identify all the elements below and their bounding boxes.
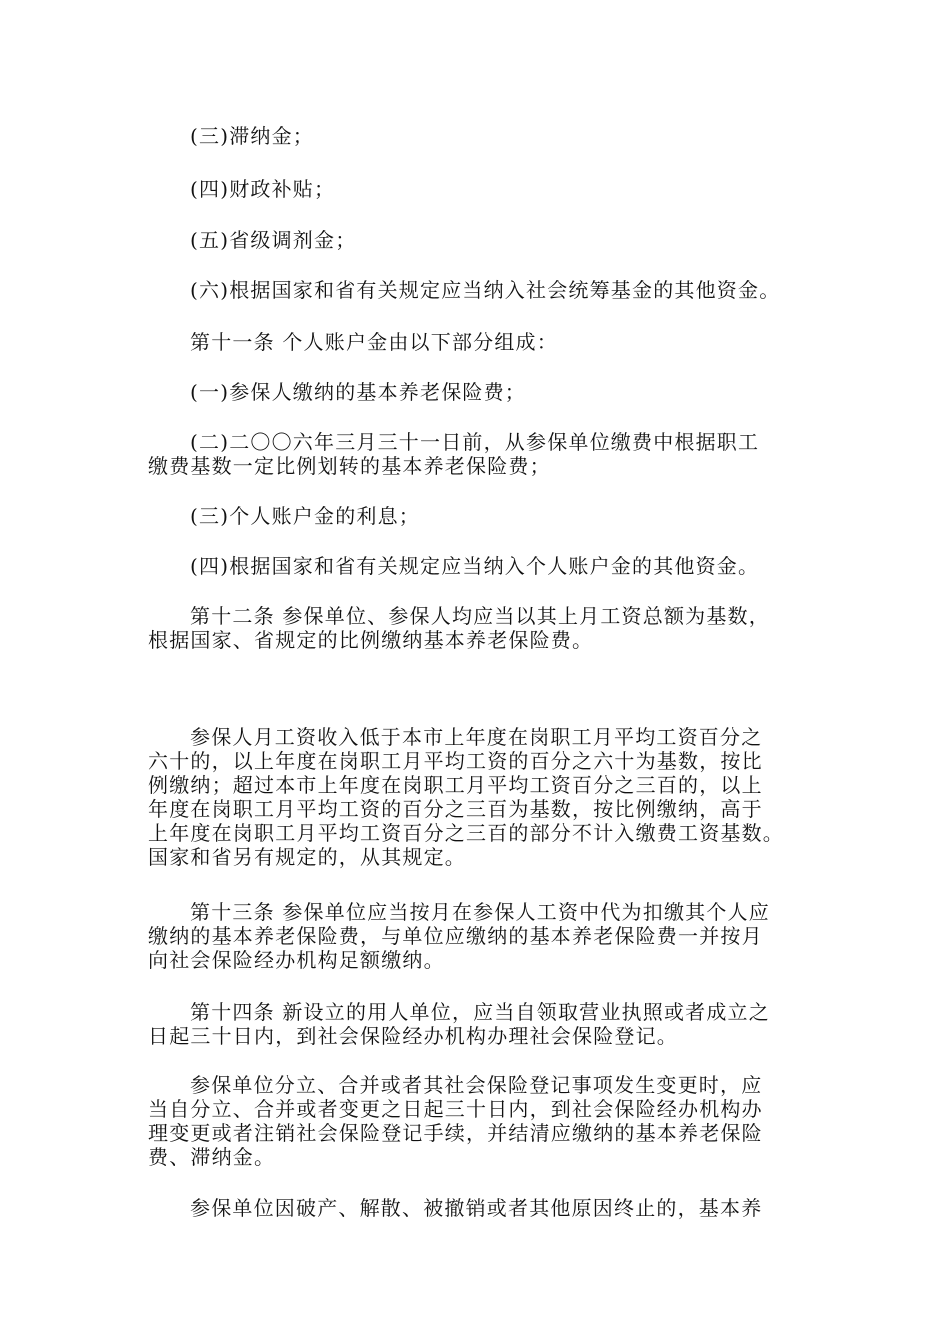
paragraph-5-provincial-fund — [148, 228, 828, 252]
article-11-item-1 — [148, 380, 828, 404]
article-11-heading — [148, 330, 828, 354]
text-line: 缴纳的基本养老保险费，与单位应缴纳的基本养老保险费一并按月 — [148, 924, 763, 948]
article-13 — [148, 900, 828, 972]
text-line: 年度在岗职工月平均工资的百分之三百为基数，按比例缴纳，高于 — [148, 797, 763, 821]
text-line: 第十三条 参保单位应当按月在参保人工资中代为扣缴其个人应 — [190, 900, 770, 924]
text-line: (六)根据国家和省有关规定应当纳入社会统筹基金的其他资金。 — [190, 278, 781, 302]
article-14-change-registration — [148, 1073, 828, 1169]
paragraph-3-late-fee — [148, 124, 828, 148]
text-line: (二)二〇〇六年三月三十一日前，从参保单位缴费中根据职工 — [190, 430, 760, 454]
text-line: 国家和省另有规定的，从其规定。 — [148, 845, 466, 869]
article-12-wage-base-paragraph — [148, 725, 828, 869]
text-line: 上年度在岗职工月平均工资百分之三百的部分不计入缴费工资基数。 — [148, 821, 784, 845]
text-line: (五)省级调剂金； — [190, 228, 357, 252]
text-line: 参保人月工资收入低于本市上年度在岗职工月平均工资百分之 — [190, 725, 763, 749]
text-line: 第十四条 新设立的用人单位，应当自领取营业执照或者成立之 — [190, 1000, 770, 1024]
text-line: (三)个人账户金的利息； — [190, 504, 421, 528]
article-14-termination — [148, 1196, 828, 1220]
text-line: 六十的，以上年度在岗职工月平均工资的百分之六十为基数，按比 — [148, 749, 763, 773]
text-line: (一)参保人缴纳的基本养老保险费； — [190, 380, 527, 404]
text-line: 向社会保险经办机构足额缴纳。 — [148, 948, 445, 972]
article-12 — [148, 604, 828, 652]
article-11-item-4 — [148, 554, 828, 578]
paragraph-6-other-funds — [148, 278, 828, 302]
text-line: 第十二条 参保单位、参保人均应当以其上月工资总额为基数， — [190, 604, 770, 628]
text-line: (三)滞纳金； — [190, 124, 315, 148]
text-line: 当自分立、合并或者变更之日起三十日内，到社会保险经办机构办 — [148, 1097, 763, 1121]
paragraph-4-fiscal-subsidy — [148, 177, 828, 201]
text-line: 例缴纳；超过本市上年度在岗职工月平均工资百分之三百的，以上 — [148, 773, 763, 797]
text-line: 缴费基数一定比例划转的基本养老保险费； — [148, 454, 551, 478]
text-line: 费、滞纳金。 — [148, 1145, 276, 1169]
text-line: (四)财政补贴； — [190, 177, 336, 201]
article-11-item-3 — [148, 504, 828, 528]
article-11-item-2 — [148, 430, 828, 478]
text-line: 根据国家、省规定的比例缴纳基本养老保险费。 — [148, 628, 594, 652]
text-line: 参保单位分立、合并或者其社会保险登记事项发生变更时，应 — [190, 1073, 763, 1097]
text-line: (四)根据国家和省有关规定应当纳入个人账户金的其他资金。 — [190, 554, 760, 578]
text-line: 理变更或者注销社会保险登记手续，并结清应缴纳的基本养老保险 — [148, 1121, 763, 1145]
text-line: 第十一条 个人账户金由以下部分组成： — [190, 330, 558, 354]
text-line: 参保单位因破产、解散、被撤销或者其他原因终止的，基本养 — [190, 1196, 763, 1220]
article-14 — [148, 1000, 828, 1048]
text-line: 日起三十日内，到社会保险经办机构办理社会保险登记。 — [148, 1024, 678, 1048]
